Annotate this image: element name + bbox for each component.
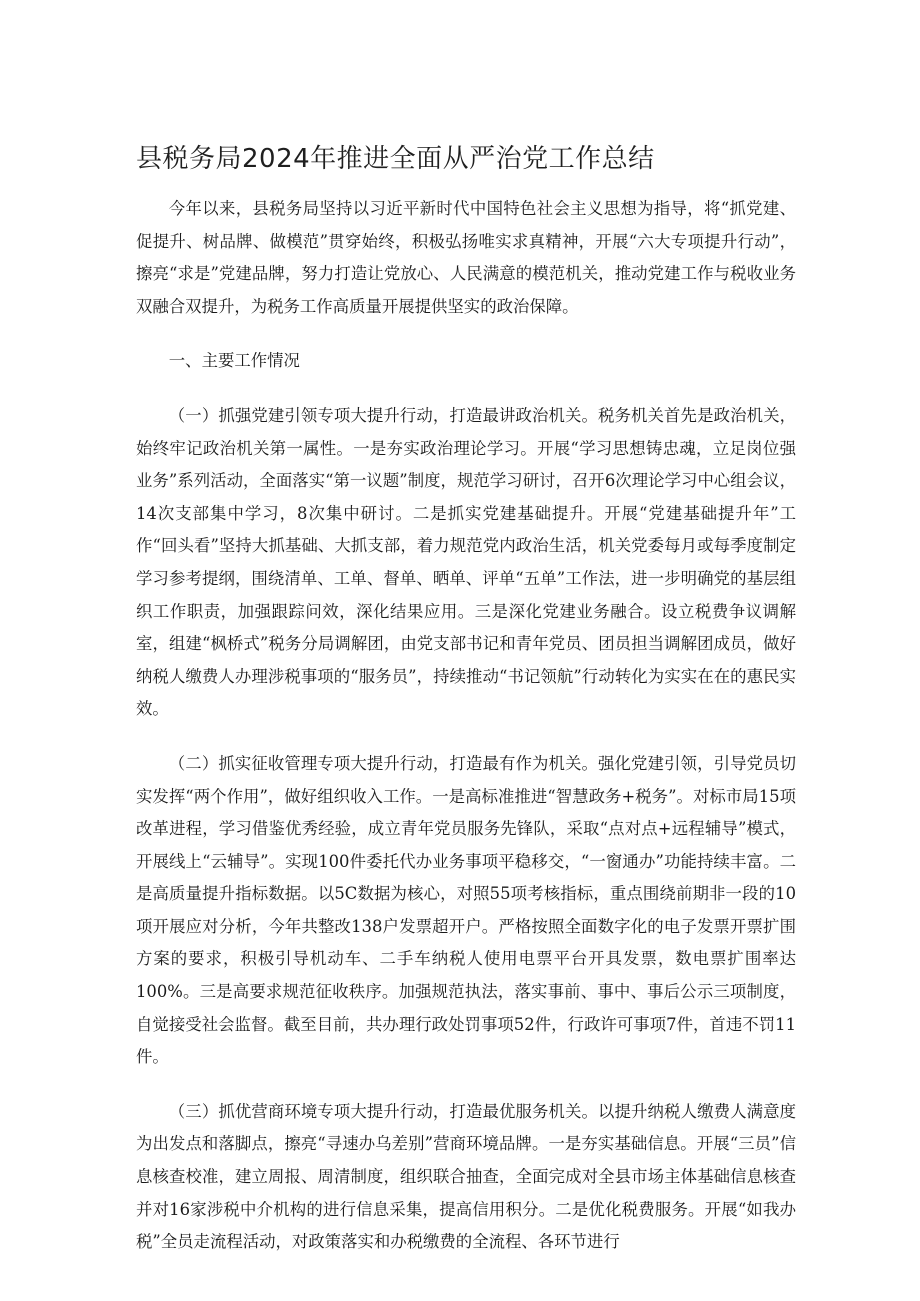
document-title: 县税务局2024年推进全面从严治党工作总结	[136, 144, 655, 174]
paragraph-item-1: （一）抓强党建引领专项大提升行动，打造最讲政治机关。税务机关首先是政治机关，始终牢记政治机关第一属性。一是夯实政治理论学习。开展“学习思想铸忠魂，立足岗位强业务”系列活动，全面落实“第一议题”制度，规范学习研讨，召开6次理论学习中心组会议，14次支部集中学习，8次集中研讨。二是抓实党建基础提升。开展“党建基础提升年”工作“回头看”坚持大抓基础、大抓支部，着力规范党内政治生活，机关党委每月或每季度制定学习参考提纲，围绕清单、工单、督单、晒单、评单“五单”工作法，进一步明确党的基层组织工作职责，加强跟踪问效，深化结果应用。三是深化党建业务融合。设立税费争议调解室，组建“枫桥式”税务分局调解团，由党支部书记和青年党员、团员担当调解团成员，做好纳税人缴费人办理涉税事项的“服务员”，持续推动“书记领航”行动转化为实实在在的惠民实效。	[136, 405, 796, 719]
intro-paragraph: 今年以来，县税务局坚持以习近平新时代中国特色社会主义思想为指导，将“抓党建、促提升、树品牌、做模范”贯穿始终，积极弘扬唯实求真精神，开展“六大专项提升行动”，擦亮“求是”党建品牌，努力打造让党放心、人民满意的模范机关，推动党建工作与税收业务双融合双提升，为税务工作高质量开展提供坚实的政治保障。	[136, 199, 796, 316]
paragraph-item-3: （三）抓优营商环境专项大提升行动，打造最优服务机关。以提升纳税人缴费人满意度为出发点和落脚点，擦亮“寻速办乌差别”营商环境品牌。一是夯实基础信息。开展“三员”信息核查校准，建立周报、周清制度，组织联合抽查，全面完成对全县市场主体基础信息核查并对16家涉税中介机构的进行信息采集，提高信用积分。二是优化税费服务。开展“如我办税”全员走流程活动，对政策落实和办税缴费的全流程、各环节进行	[136, 1101, 796, 1252]
section-heading-main-work: 一、主要工作情况	[168, 351, 300, 371]
paragraph-item-2: （二）抓实征收管理专项大提升行动，打造最有作为机关。强化党建引领，引导党员切实发挥“两个作用”，做好组织收入工作。一是高标准推进“智慧政务+税务”。对标市局15项改革进程，学习借鉴优秀经验，成立青年党员服务先锋队，采取“点对点+远程辅导”模式，开展线上“云辅导”。实现100件委托代办业务事项平稳移交，“一窗通办”功能持续丰富。二是高质量提升指标数据。以5C数据为核心，对照55项考核指标，重点围绕前期非一段的10项开展应对分析，今年共整改138户发票超开户。严格按照全面数字化的电子发票开票扩围方案的要求，积极引导机动车、二手车纳税人使用电票平台开具发票，数电票扩围率达100%。三是高要求规范征收秩序。加强规范执法，落实事前、事中、事后公示三项制度，自觉接受社会监督。截至目前，共办理行政处罚事项52件，行政许可事项7件，首违不罚11件。	[136, 753, 796, 1067]
document-body	[136, 193, 796, 1259]
